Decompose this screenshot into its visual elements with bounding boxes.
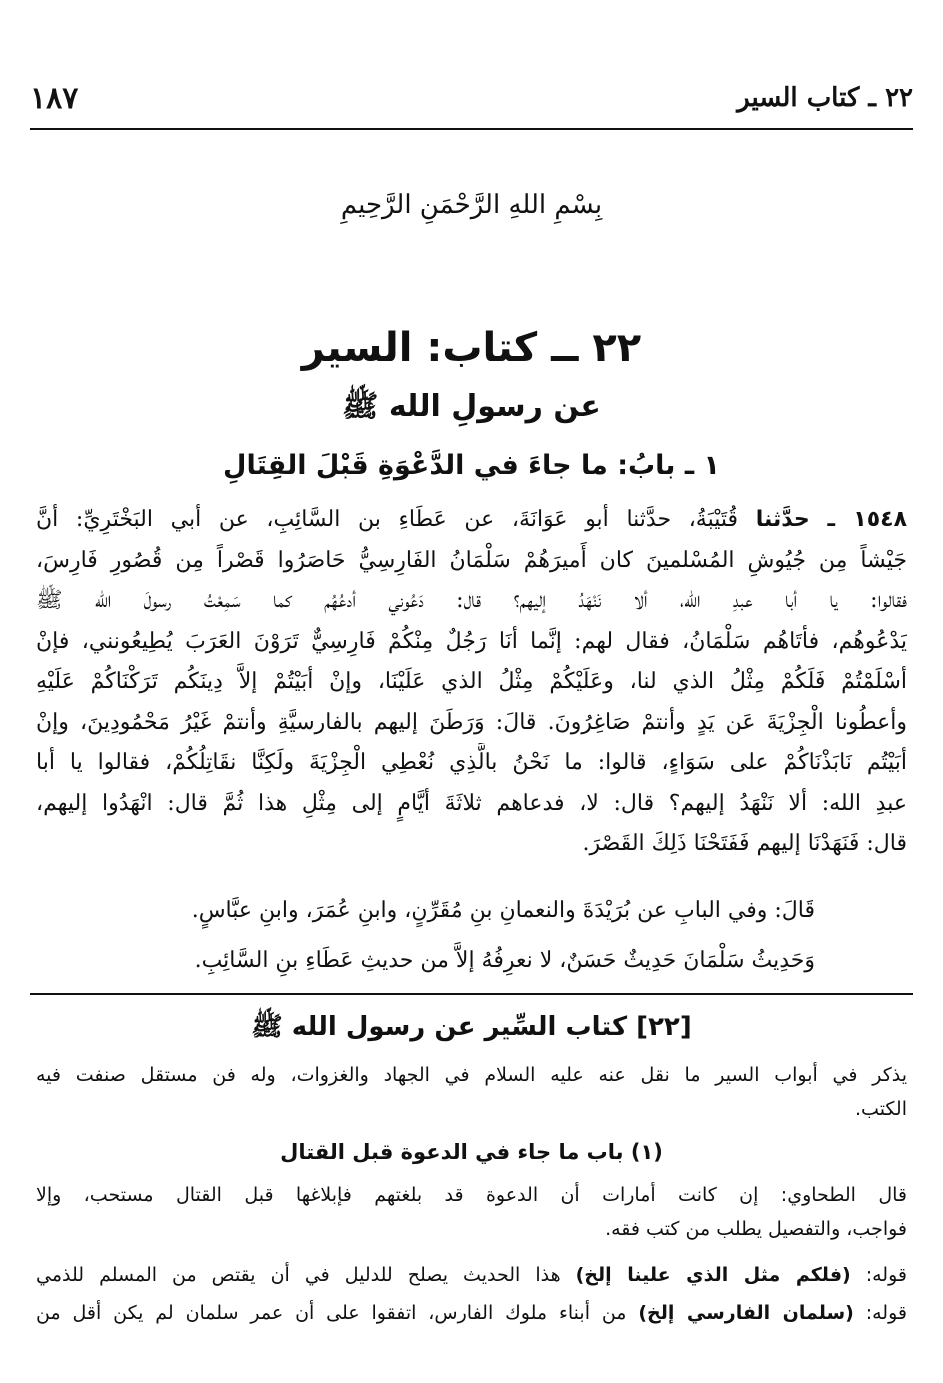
chapter-title: ١ ـ بابُ: ما جاءَ في الدَّعْوَةِ قَبْلَ القِتَالِ [223, 450, 720, 481]
header-divider [30, 128, 913, 130]
hadith-narration-marker: حدَّثنا [755, 507, 810, 532]
commentary-intro-line-1: يذكر في أبواب السير ما نقل عنه عليه السلام في الجهاد والغزوات، وله فن مستقل صنفت فيه [36, 1064, 907, 1086]
hadith-line-1 [36, 500, 907, 541]
page-header [30, 78, 913, 118]
tirmidhi-notes [60, 886, 815, 986]
hadith-line-8: عبدِ الله: ألا نَنْهَدُ إليهم؟ قال: لا، فدعاهم ثلاثَةَ أيَّامٍ إلى مِثْلِ هذا ثُمَّ قال: انْهَدُوا إليهم، [36, 790, 907, 816]
hadith-text [36, 500, 907, 865]
hadith-line-3: فقالوا: يا أبا عبدِ الله، ألا نَنْهَدُ إليهم؟ قال: دَعُوني أدعُهُم كما سَمِعْتُ رسولَ الله ﷺ [36, 588, 907, 613]
commentary-p1-line-2: فواجب، والتفصيل يطلب من كتب فقه. [605, 1218, 907, 1240]
commentary-paragraph-2 [36, 1258, 907, 1292]
commentary-p3-prefix: قوله: [865, 1302, 907, 1324]
note-line-1: قَالَ: وفي البابِ عن بُرَيْدَةَ والنعمانِ بنِ مُقَرِّنٍ، وابنِ عُمَرَ، وابنِ عبَّاسٍ. [191, 898, 815, 923]
hadith-line-6: وأعطُونا الْجِزْيَةَ عَن يَدٍ وأنتمْ صَاغِرُونَ. قالَ: وَرَطَنَ إليهم بالفارسيَّةِ وأنتمْ غَيْرُ مَحْمُودِينَ، وإنْ [36, 709, 907, 735]
hadith-line-5: أسْلَمْتُمْ فَلَكُمْ مِثْلُ الذي لنا، وعَلَيْكُمْ مِثْلُ الذي عَلَيْنَا، وإنْ أبَيْتُمْ إلاَّ دِينَكُم تَرَكْنَاكُمْ عَلَيْهِ [36, 669, 907, 694]
commentary-book-title: [٢٢] كتاب السِّير عن رسول الله ﷺ [251, 1012, 692, 1042]
commentary-paragraph-3 [36, 1296, 907, 1330]
commentary-p2-quote: (فلكم مثل الذي علينا إلخ) [575, 1264, 851, 1286]
commentary-chapter-title: (١) باب ما جاء في الدعوة قبل القتال [280, 1140, 663, 1164]
commentary-p3-line [36, 1296, 907, 1330]
commentary-p2-line [36, 1258, 907, 1292]
book-title: ٢٢ ــ كتاب: السير [301, 325, 642, 371]
hadith-line-9: قال: فَنَهَدْنَا إليهم فَفَتَحْنَا ذَلِكَ القَصْرَ. [582, 831, 907, 856]
book-subtitle: عن رسولِ الله ﷺ [342, 389, 601, 424]
commentary-intro-line-2: الكتب. [855, 1098, 907, 1120]
commentary-p3-text: من أبناء ملوك الفارس، اتفقوا على أن عمر سلمان لم يكن أقل من [36, 1302, 627, 1324]
commentary-intro [36, 1058, 907, 1126]
hadith-line-7: أبَيْتُم نَابَذْنَاكُمْ على سَوَاءٍ، قالوا: ما نَحْنُ بالَّذِي نُعْطِي الْجِزْيَةَ ولَكِنَّا نقَاتِلُكُمْ، فقالوا يا أبا [36, 750, 907, 775]
commentary-p1-line-1: قال الطحاوي: إن كانت أمارات أن الدعوة قد بلغتهم فإبلاغها قبل القتال مستحب، وإلا [36, 1184, 907, 1206]
commentary-paragraph-1 [36, 1178, 907, 1246]
page-number: ١٨٧ [30, 80, 79, 116]
hadith-number: ١٥٤٨ ـ [827, 507, 907, 532]
running-title: ٢٢ ـ كتاب السير [737, 83, 913, 113]
hadith-line-1-text: قُتَيْبَةُ، حدَّثنا أبو عَوَانَةَ، عن عَطَاءِ بن السَّائِبِ، عن أبي البَخْتَرِيِّ: أنَّ [36, 507, 739, 532]
hadith-line-2: جَيْشاً مِن جُيُوشِ المُسْلمينَ كان أَميرَهُمْ سَلْمَانُ الفَارِسِيُّ حَاصَرُوا قَصْراً مِن قُصُورِ فَارِسَ، [36, 547, 907, 573]
commentary-p2-text: هذا الحديث يصلح للدليل في أن يقتص من المسلم للذمي [36, 1264, 561, 1286]
commentary-p2-prefix: قوله: [865, 1264, 907, 1286]
commentary-divider [30, 993, 913, 995]
hadith-line-4: يَدْعُوهُم، فأتَاهُم سَلْمَانُ، فقال لهم: إنَّما أنَا رَجُلٌ مِنْكُمْ فَارِسِيٌّ تَرَوْنَ العَرَبَ يُطِيعُونني، فإنْ [36, 628, 907, 654]
commentary-p3-quote: (سلمان الفارسي إلخ) [638, 1302, 854, 1324]
basmala: بِسْمِ اللهِ الرَّحْمَنِ الرَّحِيمِ [340, 190, 603, 220]
note-line-2: وَحَدِيثُ سَلْمَانَ حَدِيثٌ حَسَنٌ، لا نعرِفُهُ إلاَّ من حديثِ عَطَاءِ بنِ السَّائِبِ. [194, 948, 815, 973]
